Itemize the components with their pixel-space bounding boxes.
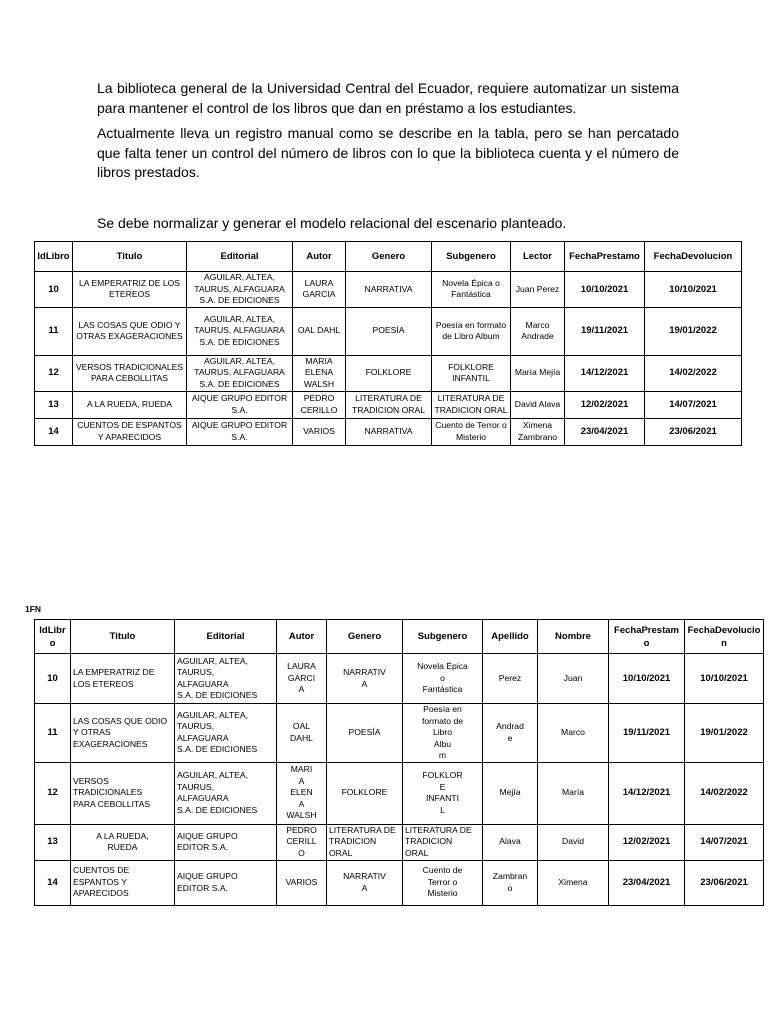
table-row	[35, 824, 764, 860]
table-cell: 23/04/2021	[609, 860, 685, 905]
table-cell: 14	[35, 418, 73, 445]
table-row	[35, 654, 764, 704]
header-cell: Genero	[327, 620, 403, 654]
header-cell: Genero	[346, 242, 432, 272]
table-cell: 23/06/2021	[685, 860, 764, 905]
table-cell: VERSOS TRADICIONALES PARA CEBOLLITAS	[71, 762, 175, 824]
header-cell: FechaPrestam o	[609, 620, 685, 654]
table-cell: VARIOS	[293, 418, 346, 445]
table-cell: NARRATIV A	[327, 654, 403, 704]
table-cell: 13	[35, 391, 73, 418]
table-cell: OAL DAHL	[293, 307, 346, 355]
table-header-row	[35, 620, 764, 654]
table-row	[35, 391, 742, 418]
header-cell: Titulo	[73, 242, 187, 272]
table-cell: Ximena Zambrano	[511, 418, 565, 445]
table-cell: Andrad e	[483, 704, 538, 763]
intro-paragraph: La biblioteca general de la Universidad Central del Ecuador, requiere automatizar un sistema para mantener el control de los libros que dan en préstamo a los estudiantes.	[97, 80, 679, 116]
table-cell: LAURA GARCIA	[293, 272, 346, 308]
table-cell: VERSOS TRADICIONALES PARA CEBOLLITAS	[73, 355, 187, 391]
table-cell: 10/10/2021	[565, 272, 645, 308]
header-cell: Autor	[293, 242, 346, 272]
table-row	[35, 272, 742, 308]
header-cell: Lector	[511, 242, 565, 272]
table-cell: PEDRO CERILLO	[293, 391, 346, 418]
table-cell: Novela Épica o Fantástica	[432, 272, 511, 308]
table-cell: AIQUE GRUPO EDITOR S.A.	[187, 418, 293, 445]
table-cell: Perez	[483, 654, 538, 704]
header-cell: FechaDevolucio n	[685, 620, 764, 654]
table-cell: FOLKLOR E INFANTI L	[403, 762, 483, 824]
table-cell: PEDRO CERILL O	[277, 824, 327, 860]
table-row	[35, 307, 742, 355]
header-cell: Nombre	[538, 620, 609, 654]
table-cell: María Mejía	[511, 355, 565, 391]
table-cell: AGUILAR, ALTEA, TAURUS, ALFAGUARA S.A. DE EDICIONES	[187, 272, 293, 308]
table-cell: 19/01/2022	[645, 307, 742, 355]
table-cell: 23/04/2021	[565, 418, 645, 445]
table-cell: VARIOS	[277, 860, 327, 905]
table-cell: LITERATURA DE TRADICION ORAL	[403, 824, 483, 860]
table-cell: AGUILAR, ALTEA, TAURUS, ALFAGUARA S.A. DE EDICIONES	[175, 704, 277, 763]
table-cell: LITERATURA DE TRADICION ORAL	[327, 824, 403, 860]
header-cell: Autor	[277, 620, 327, 654]
description-paragraph: Actualmente lleva un registro manual como se describe en la tabla, pero se han percatado que falta tener un control del número de libros con lo que la biblioteca cuenta y el número de libros prestados.	[97, 125, 679, 180]
header-cell: Titulo	[71, 620, 175, 654]
table-cell: 12/02/2021	[565, 391, 645, 418]
table-cell: Alava	[483, 824, 538, 860]
table-cell: NARRATIVA	[346, 418, 432, 445]
table-cell: AGUILAR, ALTEA, TAURUS, ALFAGUARA S.A. DE EDICIONES	[187, 307, 293, 355]
header-cell: Editorial	[187, 242, 293, 272]
table-cell: 14	[35, 860, 71, 905]
table-cell: NARRATIV A	[327, 860, 403, 905]
table-cell: 11	[35, 307, 73, 355]
table-cell: María	[538, 762, 609, 824]
table-cell: 13	[35, 824, 71, 860]
table-row	[35, 704, 764, 763]
table-cell: AIQUE GRUPO EDITOR S.A.	[175, 860, 277, 905]
table-cell: 14/12/2021	[565, 355, 645, 391]
table-cell: MARIA ELENA WALSH	[293, 355, 346, 391]
table-cell: LAURA GARCI A	[277, 654, 327, 704]
table-cell: Poesía en formato de Libro Album	[432, 307, 511, 355]
table-cell: A LA RUEDA, RUEDA	[71, 824, 175, 860]
table-cell: LA EMPERATRIZ DE LOS ETEREOS	[73, 272, 187, 308]
table-cell: Juan	[538, 654, 609, 704]
section-label: 1FN	[25, 604, 42, 614]
table-cell: Zambran o	[483, 860, 538, 905]
table-cell: A LA RUEDA, RUEDA	[73, 391, 187, 418]
table-cell: FOLKLORE	[346, 355, 432, 391]
table-cell: CUENTOS DE ESPANTOS Y APARECIDOS	[71, 860, 175, 905]
table-cell: AGUILAR, ALTEA, TAURUS, ALFAGUARA S.A. DE EDICIONES	[187, 355, 293, 391]
header-cell: IdLibro	[35, 620, 71, 654]
table-cell: 23/06/2021	[645, 418, 742, 445]
table-cell: POESÍA	[327, 704, 403, 763]
table-cell: 14/07/2021	[645, 391, 742, 418]
header-cell: Editorial	[175, 620, 277, 654]
table-cell: Mejía	[483, 762, 538, 824]
table-cell: 11	[35, 704, 71, 763]
table-cell: 14/02/2022	[685, 762, 764, 824]
table-cell: NARRATIVA	[346, 272, 432, 308]
table-cell: 14/02/2022	[645, 355, 742, 391]
table-cell: LITERATURA DE TRADICION ORAL	[346, 391, 432, 418]
header-cell: IdLibro	[35, 242, 73, 272]
table-cell: David Alava	[511, 391, 565, 418]
table-cell: POESÍA	[346, 307, 432, 355]
table-row	[35, 762, 764, 824]
table-cell: 10/10/2021	[609, 654, 685, 704]
table-cell: 10/10/2021	[645, 272, 742, 308]
table-cell: 12/02/2021	[609, 824, 685, 860]
table-cell: Juan Perez	[511, 272, 565, 308]
table-cell: AIQUE GRUPO EDITOR S.A.	[187, 391, 293, 418]
table-cell: Cuento de Terror o Misterio	[432, 418, 511, 445]
header-cell: Subgenero	[432, 242, 511, 272]
table-cell: 10	[35, 272, 73, 308]
table-row	[35, 355, 742, 391]
table-cell: AGUILAR, ALTEA, TAURUS, ALFAGUARA S.A. DE EDICIONES	[175, 654, 277, 704]
table-row	[35, 418, 742, 445]
table-cell: 19/01/2022	[685, 704, 764, 763]
library-loans-table	[34, 241, 742, 446]
table-cell: OAL DAHL	[277, 704, 327, 763]
table-cell: LA EMPERATRIZ DE LOS ETEREOS	[71, 654, 175, 704]
table-cell: 14/07/2021	[685, 824, 764, 860]
first-normal-form-table	[34, 619, 764, 906]
table-cell: 10/10/2021	[685, 654, 764, 704]
table-header-row	[35, 242, 742, 272]
table-cell: FOLKLORE INFANTIL	[432, 355, 511, 391]
table-cell: Marco Andrade	[511, 307, 565, 355]
table-cell: FOLKLORE	[327, 762, 403, 824]
table-cell: MARI A ELEN A WALSH	[277, 762, 327, 824]
header-cell: FechaPrestamo	[565, 242, 645, 272]
table-cell: 12	[35, 762, 71, 824]
table-cell: CUENTOS DE ESPANTOS Y APARECIDOS	[73, 418, 187, 445]
table-cell: 14/12/2021	[609, 762, 685, 824]
table-cell: Marco	[538, 704, 609, 763]
header-cell: Apellido	[483, 620, 538, 654]
table-cell: AIQUE GRUPO EDITOR S.A.	[175, 824, 277, 860]
header-cell: FechaDevolucion	[645, 242, 742, 272]
table-cell: LAS COSAS QUE ODIO Y OTRAS EXAGERACIONES	[71, 704, 175, 763]
table-cell: 19/11/2021	[609, 704, 685, 763]
header-cell: Subgenero	[403, 620, 483, 654]
table-row	[35, 860, 764, 905]
table-cell: Cuento de Terror o Misterio	[403, 860, 483, 905]
table-cell: Poesía en formato de Libro Albu m	[403, 704, 483, 763]
table-cell: AGUILAR, ALTEA, TAURUS, ALFAGUARA S.A. DE EDICIONES	[175, 762, 277, 824]
table-cell: 12	[35, 355, 73, 391]
table-cell: LAS COSAS QUE ODIO Y OTRAS EXAGERACIONES	[73, 307, 187, 355]
task-paragraph: Se debe normalizar y generar el modelo relacional del escenario planteado.	[97, 215, 567, 231]
table-cell: Ximena	[538, 860, 609, 905]
table-cell: LITERATURA DE TRADICION ORAL	[432, 391, 511, 418]
table-cell: David	[538, 824, 609, 860]
table-cell: Novela Épica o Fantástica	[403, 654, 483, 704]
table-cell: 10	[35, 654, 71, 704]
table-cell: 19/11/2021	[565, 307, 645, 355]
